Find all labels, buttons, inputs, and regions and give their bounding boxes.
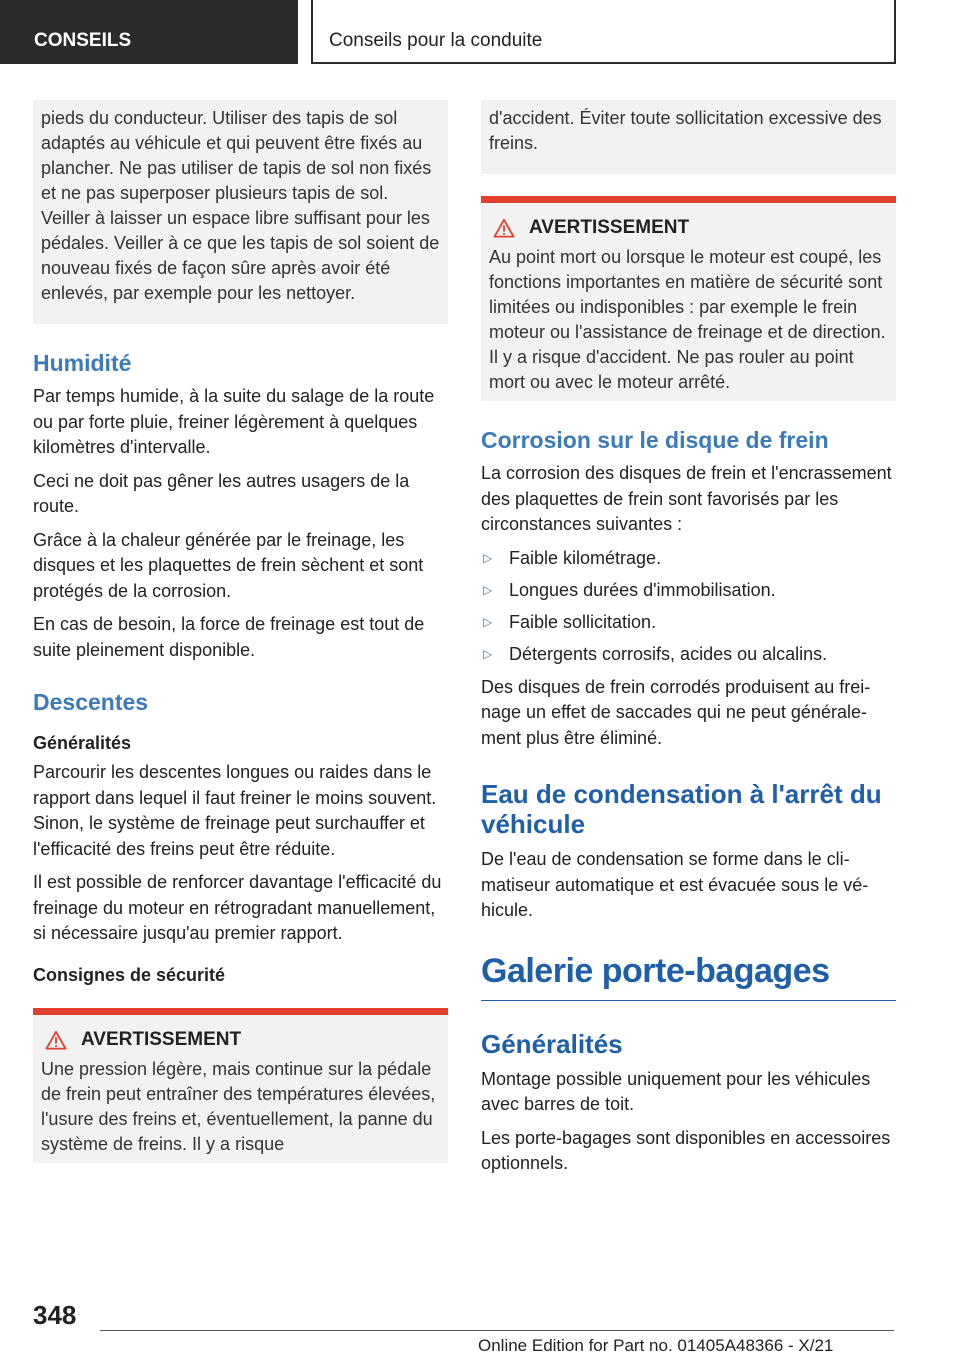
warning-title xyxy=(41,1029,440,1051)
right-column xyxy=(481,100,896,1185)
corrosion-list xyxy=(481,546,896,667)
subheading-generalites: Généralités xyxy=(481,1028,623,1059)
list-item: ▷ Longues durées d'immobilisation. xyxy=(481,578,896,603)
subheading-consignes: Consignes de sécurité xyxy=(33,964,226,985)
paragraph: Par temps humide, à la suite du salage de la route ou par forte pluie, freiner légèrement à quelques kilomètres d'intervalle. xyxy=(33,386,435,457)
warning-body: Au point mort ou lorsque le moteur est coupé, les fonctions importantes en matière de sécurité sont limitées ou indisponibles : par exemple le frein moteur ou l'assistance de freinage et de direction. Il y a risque d'accident. Ne pas rouler au point mort ou avec le moteur arrêté. xyxy=(489,247,886,392)
paragraph: Parcourir les descentes longues ou raides dans le rapport dans lequel il faut freiner le moins souvent. Sinon, le système de freinage peut surchauffer et l'efficacité des freins peut être réduite. xyxy=(33,762,437,859)
warning-title-text: AVERTISSEMENT xyxy=(81,1028,242,1050)
list-item: ▷ Faible kilométrage. xyxy=(481,546,896,571)
warning-box xyxy=(33,1008,448,1163)
chapter-title: Conseils pour la conduite xyxy=(311,0,896,64)
heading-descentes: Descentes xyxy=(33,689,149,715)
footer-divider xyxy=(100,1330,894,1331)
paragraph: Des disques de frein corrodés produisent au freinage un effet de saccades qui ne peut généralement plus être éliminé. xyxy=(481,676,871,748)
triangle-bullet-icon: ▷ xyxy=(483,646,493,661)
list-item: ▷ Faible sollicitation. xyxy=(481,610,896,635)
subheading-generalites: Généralités xyxy=(33,733,132,753)
paragraph: Ceci ne doit pas gêner les autres usagers de la route. xyxy=(33,470,410,516)
paragraph: Montage possible uniquement pour les véhicules avec barres de toit. xyxy=(481,1068,871,1114)
continued-note-box: pieds du conducteur. Utiliser des tapis de sol adaptés au véhicule et qui peuvent être fixés au plancher. Ne pas utiliser de tapis de sol non fixés et ne pas superposer plusieurs tapis de sol. Veiller à laisser un espace libre suffisant pour les pédales. Veiller à ce que les tapis de sol soient de nouveau fixés de façon sûre après avoir été enlevés, par exemple pour les nettoyer. xyxy=(33,100,448,324)
warning-title xyxy=(489,217,888,239)
list-item: ▷ Détergents corrosifs, acides ou alcalins. xyxy=(481,642,896,667)
triangle-bullet-icon: ▷ xyxy=(483,550,493,565)
warning-triangle-icon xyxy=(493,218,515,238)
warning-box xyxy=(481,196,896,401)
paragraph: Les porte-bagages sont disponibles en accessoires optionnels. xyxy=(481,1127,891,1173)
heading-galerie: Galerie porte-bagages xyxy=(481,950,896,1001)
paragraph: De l'eau de condensation se forme dans le climatiseur automatique et est évacuée sous le véhicule. xyxy=(481,849,869,920)
page-header xyxy=(0,0,960,66)
section-tab: CONSEILS xyxy=(0,0,298,64)
warning-triangle-icon xyxy=(45,1030,67,1050)
paragraph: Il est possible de renforcer davantage l'efficacité du freinage du moteur en rétrogradant manuellement, si nécessaire jusqu'au premier rapport. xyxy=(33,872,442,943)
paragraph: Grâce à la chaleur générée par le freinage, les disques et les plaquettes de frein sèchent et sont protégés de la corrosion. xyxy=(33,529,424,601)
paragraph: La corrosion des disques de frein et l'encrassement des plaquettes de frein sont favorisés par les circonstances suivantes : xyxy=(481,463,892,534)
paragraph: En cas de besoin, la force de freinage est tout de suite pleinement disponible. xyxy=(33,614,425,660)
warning-title-text: AVERTISSEMENT xyxy=(529,217,690,238)
heading-condensation: Eau de condensation à l'arrêt du véhicule xyxy=(481,779,882,839)
page-number: 348 xyxy=(33,1300,77,1330)
heading-corrosion: Corrosion sur le disque de frein xyxy=(481,427,829,453)
triangle-bullet-icon: ▷ xyxy=(483,582,493,597)
heading-humidite: Humidité xyxy=(33,350,132,376)
left-column xyxy=(33,100,448,1163)
warning-body: Une pression légère, mais continue sur la pédale de frein peut entraîner des températures élevées, l'usure des freins et, éventuellement, la panne du système de freins. Il y a risque xyxy=(41,1058,436,1154)
continued-note-box: d'accident. Éviter toute sollicitation excessive des freins. xyxy=(481,100,896,174)
triangle-bullet-icon: ▷ xyxy=(483,614,493,629)
edition-note: Online Edition for Part no. 01405A48366 - X/21 xyxy=(478,1336,834,1355)
